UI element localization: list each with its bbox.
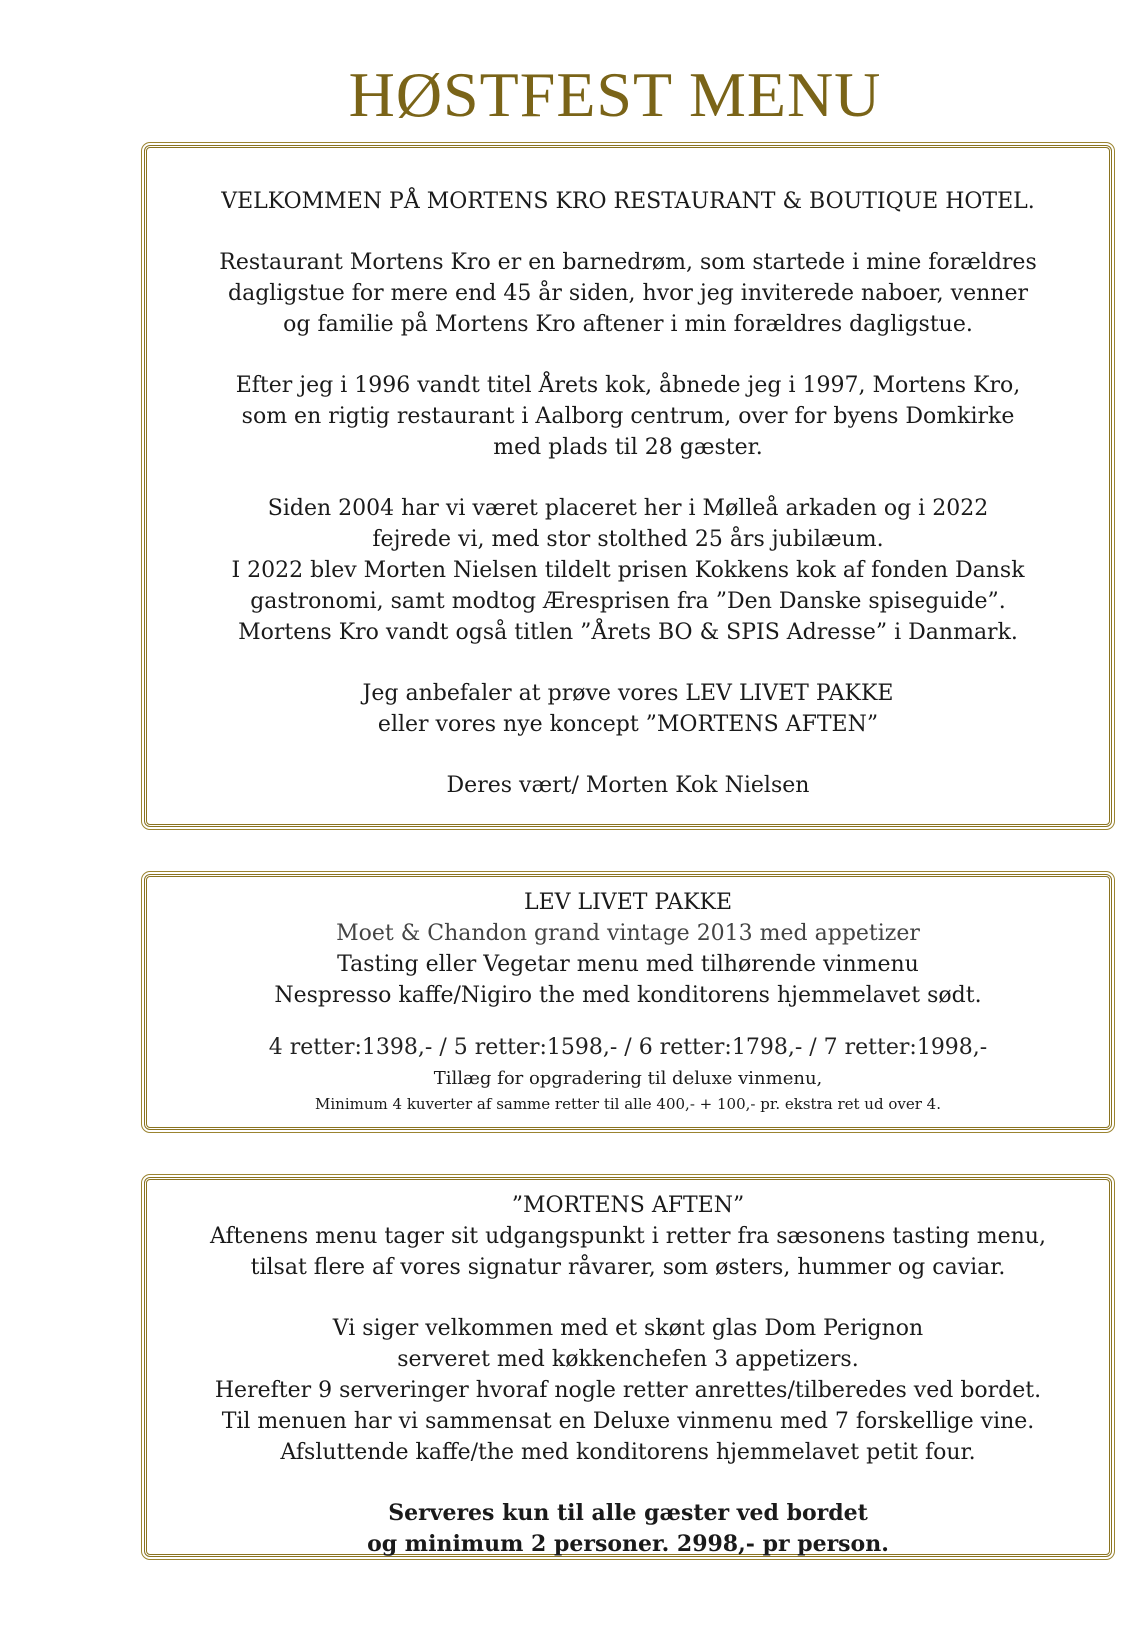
package-item: Tasting eller Vegetar menu med tilhørende vinmenu [337, 952, 919, 977]
text-line: og familie på Mortens Kro aftener i min forældres dagligstue. [283, 312, 973, 337]
text-line: som en rigtig restaurant i Aalborg centrum, over for byens Domkirke [241, 404, 1015, 429]
package-heading: LEV LIVET PAKKE [523, 890, 733, 915]
text-line: dagligstue for mere end 45 år siden, hvor jeg inviterede naboer, venner [228, 281, 1028, 306]
history-paragraph-1 [147, 247, 1109, 340]
evening-closing: Serveres kun til alle gæster ved bordet [388, 1500, 868, 1526]
welcome-heading: VELKOMMEN PÅ MORTENS KRO RESTAURANT & BOUTIQUE HOTEL. [221, 189, 1035, 214]
package-prices: 4 retter:1398,- / 5 retter:1598,- / 6 retter:1798,- / 7 retter:1998,- [268, 1035, 988, 1060]
text-line: Aftenens menu tager sit udgangspunkt i retter fra sæsonens tasting menu, [210, 1224, 1046, 1249]
text-line: serveret med køkkenchefen 3 appetizers. [397, 1347, 859, 1372]
text-line: Mortens Kro vandt også titlen ”Årets BO & SPIS Adresse” i Danmark. [238, 620, 1018, 645]
host-signature: Deres vært/ Morten Kok Nielsen [446, 773, 810, 798]
history-paragraph-2 [147, 370, 1109, 463]
text-line: gastronomi, samt modtog Æresprisen fra ”Den Danske spiseguide”. [250, 589, 1006, 614]
text-line: Til menuen har vi sammensat en Deluxe vinmenu med 7 forskellige vine. [221, 1409, 1035, 1434]
history-paragraph-3 [147, 493, 1109, 648]
package-item: Moet & Chandon grand vintage 2013 med appetizer [336, 921, 920, 946]
text-line: Efter jeg i 1996 vandt titel Årets kok, åbnede jeg i 1997, Mortens Kro, [235, 373, 1021, 398]
evening-heading: ”MORTENS AFTEN” [511, 1193, 745, 1218]
text-line: Jeg anbefaler at prøve vores LEV LIVET PAKKE [362, 681, 894, 706]
recommendation-paragraph [147, 678, 1109, 740]
text-line: I 2022 blev Morten Nielsen tildelt prisen Kokkens kok af fonden Dansk [231, 558, 1025, 583]
text-line: Restaurant Mortens Kro er en barnedrøm, som startede i mine forældres [219, 250, 1037, 275]
text-line: eller vores nye koncept ”MORTENS AFTEN” [377, 712, 879, 737]
package-item: Nespresso kaffe/Nigiro the med konditorens hjemmelavet sødt. [274, 983, 982, 1008]
page-title: HØSTFEST MENU [348, 59, 882, 130]
text-line: tilsat flere af vores signatur råvarer, som østers, hummer og caviar. [250, 1255, 1006, 1280]
package-box [144, 874, 1112, 1130]
text-line: med plads til 28 gæster. [493, 435, 763, 460]
package-upgrade: Tillæg for opgradering til deluxe vinmenu, [433, 1068, 823, 1089]
text-line: Herefter 9 serveringer hvoraf nogle retter anrettes/tilberedes ved bordet. [214, 1378, 1042, 1403]
text-line: fejrede vi, med stor stolthed 25 års jubilæum. [372, 527, 884, 552]
text-line: Siden 2004 har vi været placeret her i Mølleå arkaden og i 2022 [267, 496, 989, 521]
text-line: Afsluttende kaffe/the med konditorens hjemmelavet petit four. [280, 1440, 976, 1465]
package-note: Minimum 4 kuverter af samme retter til alle 400,- + 100,- pr. ekstra ret ud over 4. [315, 1095, 941, 1113]
text-line: Vi siger velkommen med et skønt glas Dom Perignon [332, 1316, 924, 1341]
evening-box [144, 1177, 1112, 1557]
evening-closing: og minimum 2 personer. 2998,- pr person. [367, 1531, 889, 1557]
welcome-box [144, 145, 1112, 827]
